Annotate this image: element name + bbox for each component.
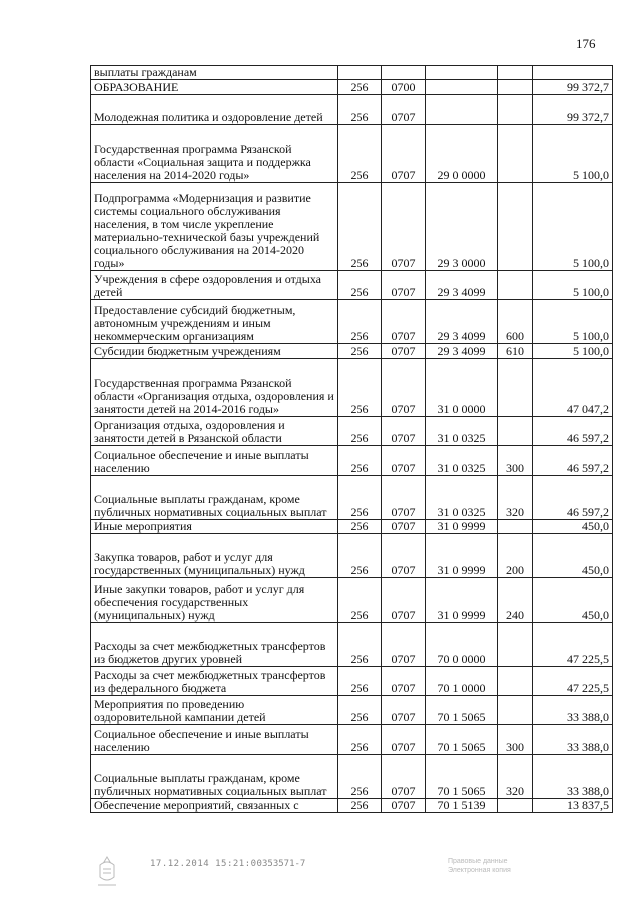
row-section-code: 0707: [382, 344, 426, 359]
row-grbs-code: 256: [338, 520, 382, 534]
row-name: Государственная программа Рязанской области «Организация отдыха, оздоровления и занятости детей на 2014-2016 годы»: [91, 359, 338, 417]
row-target-code: 31 0 0000: [426, 359, 498, 417]
row-name: Субсидии бюджетным учреждениям: [91, 344, 338, 359]
row-grbs-code: 256: [338, 125, 382, 183]
row-section-code: 0707: [382, 95, 426, 125]
row-name: Государственная программа Рязанской области «Социальная защита и поддержка населения на 2014-2020 годы»: [91, 125, 338, 183]
row-target-code: [426, 80, 498, 95]
row-name: Социальное обеспечение и иные выплаты населению: [91, 725, 338, 755]
row-section-code: 0700: [382, 80, 426, 95]
table-row: [91, 476, 613, 520]
row-grbs-code: 256: [338, 446, 382, 476]
row-grbs-code: 256: [338, 344, 382, 359]
row-expense-type: 300: [498, 725, 533, 755]
row-name: Мероприятия по проведению оздоровительной кампании детей: [91, 696, 338, 725]
row-target-code: 70 1 5065: [426, 755, 498, 799]
table-body: [91, 66, 613, 813]
row-expense-type: 300: [498, 446, 533, 476]
row-name: Иные закупки товаров, работ и услуг для обеспечения государственных (муниципальных) нужд: [91, 578, 338, 623]
row-amount: 33 388,0: [533, 725, 613, 755]
row-name: Молодежная политика и оздоровление детей: [91, 95, 338, 125]
row-expense-type: 600: [498, 300, 533, 344]
row-target-code: [426, 95, 498, 125]
table-row: [91, 623, 613, 667]
row-expense-type: [498, 696, 533, 725]
row-expense-type: 610: [498, 344, 533, 359]
row-name: Закупка товаров, работ и услуг для государственных (муниципальных) нужд: [91, 534, 338, 578]
row-name: Предоставление субсидий бюджетным, автономным учреждениям и иным некоммерческим организациям: [91, 300, 338, 344]
page-footer: [0, 855, 640, 895]
table-row: [91, 534, 613, 578]
row-amount: 450,0: [533, 520, 613, 534]
row-expense-type: [498, 66, 533, 80]
row-name: Социальные выплаты гражданам, кроме публичных нормативных социальных выплат: [91, 476, 338, 520]
table-row: [91, 520, 613, 534]
row-expense-type: [498, 520, 533, 534]
row-amount: 33 388,0: [533, 755, 613, 799]
row-name: Расходы за счет межбюджетных трансфертов из федерального бюджета: [91, 667, 338, 696]
stamp-line: Электронная копия: [448, 867, 511, 874]
row-section-code: 0707: [382, 623, 426, 667]
row-section-code: 0707: [382, 417, 426, 446]
row-target-code: 70 1 5139: [426, 799, 498, 813]
table-row: [91, 667, 613, 696]
row-amount: 46 597,2: [533, 476, 613, 520]
row-section-code: 0707: [382, 578, 426, 623]
row-grbs-code: 256: [338, 696, 382, 725]
row-amount: 33 388,0: [533, 696, 613, 725]
row-amount: 46 597,2: [533, 446, 613, 476]
row-grbs-code: 256: [338, 725, 382, 755]
row-grbs-code: 256: [338, 271, 382, 300]
table-row: [91, 725, 613, 755]
row-grbs-code: 256: [338, 95, 382, 125]
table-row: [91, 300, 613, 344]
table-row: [91, 755, 613, 799]
row-grbs-code: 256: [338, 799, 382, 813]
row-expense-type: [498, 667, 533, 696]
row-expense-type: 320: [498, 476, 533, 520]
row-name: Обеспечение мероприятий, связанных с: [91, 799, 338, 813]
table-row: [91, 125, 613, 183]
row-amount: 450,0: [533, 578, 613, 623]
row-target-code: 70 0 0000: [426, 623, 498, 667]
row-amount: 47 225,5: [533, 623, 613, 667]
table-row: [91, 183, 613, 271]
row-target-code: 29 0 0000: [426, 125, 498, 183]
row-amount: 99 372,7: [533, 95, 613, 125]
row-expense-type: 320: [498, 755, 533, 799]
row-name: Организация отдыха, оздоровления и занятости детей в Рязанской области: [91, 417, 338, 446]
row-grbs-code: 256: [338, 359, 382, 417]
row-section-code: 0707: [382, 520, 426, 534]
row-name: ОБРАЗОВАНИЕ: [91, 80, 338, 95]
row-amount: 13 837,5: [533, 799, 613, 813]
row-amount: 47 225,5: [533, 667, 613, 696]
row-name: Расходы за счет межбюджетных трансфертов из бюджетов других уровней: [91, 623, 338, 667]
row-target-code: [426, 66, 498, 80]
row-grbs-code: 256: [338, 417, 382, 446]
row-target-code: 31 0 0325: [426, 417, 498, 446]
row-expense-type: [498, 80, 533, 95]
footer-date: 17.12.2014 15:21:00: [150, 859, 263, 869]
row-grbs-code: 256: [338, 578, 382, 623]
row-name: Социальные выплаты гражданам, кроме публичных нормативных социальных выплат: [91, 755, 338, 799]
table-row: [91, 696, 613, 725]
row-section-code: 0707: [382, 125, 426, 183]
stamp-line: Правовые данные: [448, 858, 508, 865]
row-section-code: 0707: [382, 476, 426, 520]
row-name: Подпрограмма «Модернизация и развитие системы социального обслуживания населения, в том числе укрепление материально-технической базы учреждений социального обслуживания на 2014-2020 годы»: [91, 183, 338, 271]
row-section-code: 0707: [382, 667, 426, 696]
row-expense-type: [498, 183, 533, 271]
row-target-code: 70 1 0000: [426, 667, 498, 696]
row-name: выплаты гражданам: [91, 66, 338, 80]
row-section-code: 0707: [382, 534, 426, 578]
row-amount: 5 100,0: [533, 271, 613, 300]
row-grbs-code: 256: [338, 534, 382, 578]
row-target-code: 70 1 5065: [426, 725, 498, 755]
row-amount: 47 047,2: [533, 359, 613, 417]
footer-doc-id: 353571-7: [262, 859, 306, 869]
row-section-code: [382, 66, 426, 80]
table-row: [91, 95, 613, 125]
row-target-code: 70 1 5065: [426, 696, 498, 725]
row-expense-type: [498, 623, 533, 667]
row-amount: 5 100,0: [533, 183, 613, 271]
page-number: 176: [576, 36, 596, 51]
table-row: [91, 344, 613, 359]
row-section-code: 0707: [382, 183, 426, 271]
electronic-stamp: [448, 857, 511, 875]
row-grbs-code: 256: [338, 667, 382, 696]
row-section-code: 0707: [382, 799, 426, 813]
row-grbs-code: [338, 66, 382, 80]
row-expense-type: [498, 799, 533, 813]
row-name: Социальное обеспечение и иные выплаты населению: [91, 446, 338, 476]
table-row: [91, 80, 613, 95]
row-target-code: 31 0 0325: [426, 446, 498, 476]
row-section-code: 0707: [382, 300, 426, 344]
table-row: [91, 359, 613, 417]
row-amount: 46 597,2: [533, 417, 613, 446]
row-section-code: 0707: [382, 446, 426, 476]
row-target-code: 31 0 9999: [426, 534, 498, 578]
row-grbs-code: 256: [338, 476, 382, 520]
row-expense-type: [498, 95, 533, 125]
row-target-code: 31 0 0325: [426, 476, 498, 520]
row-amount: 5 100,0: [533, 300, 613, 344]
row-expense-type: [498, 271, 533, 300]
row-name: Учреждения в сфере оздоровления и отдыха детей: [91, 271, 338, 300]
row-grbs-code: 256: [338, 183, 382, 271]
row-target-code: 29 3 4099: [426, 271, 498, 300]
table-row: [91, 799, 613, 813]
row-grbs-code: 256: [338, 755, 382, 799]
seal-icon: [94, 855, 120, 889]
budget-table: [90, 65, 613, 813]
row-target-code: 31 0 9999: [426, 520, 498, 534]
row-section-code: 0707: [382, 696, 426, 725]
row-target-code: 29 3 0000: [426, 183, 498, 271]
row-grbs-code: 256: [338, 300, 382, 344]
table-row: [91, 446, 613, 476]
row-target-code: 31 0 9999: [426, 578, 498, 623]
table-row: [91, 66, 613, 80]
row-grbs-code: 256: [338, 623, 382, 667]
row-section-code: 0707: [382, 359, 426, 417]
row-expense-type: [498, 359, 533, 417]
row-amount: [533, 66, 613, 80]
row-section-code: 0707: [382, 271, 426, 300]
row-name: Иные мероприятия: [91, 520, 338, 534]
row-amount: 99 372,7: [533, 80, 613, 95]
table-row: [91, 417, 613, 446]
row-amount: 450,0: [533, 534, 613, 578]
row-expense-type: [498, 417, 533, 446]
table-row: [91, 578, 613, 623]
row-expense-type: [498, 125, 533, 183]
table-row: [91, 271, 613, 300]
row-section-code: 0707: [382, 725, 426, 755]
row-expense-type: 200: [498, 534, 533, 578]
row-target-code: 29 3 4099: [426, 300, 498, 344]
row-section-code: 0707: [382, 755, 426, 799]
row-amount: 5 100,0: [533, 125, 613, 183]
row-target-code: 29 3 4099: [426, 344, 498, 359]
row-amount: 5 100,0: [533, 344, 613, 359]
row-grbs-code: 256: [338, 80, 382, 95]
row-expense-type: 240: [498, 578, 533, 623]
